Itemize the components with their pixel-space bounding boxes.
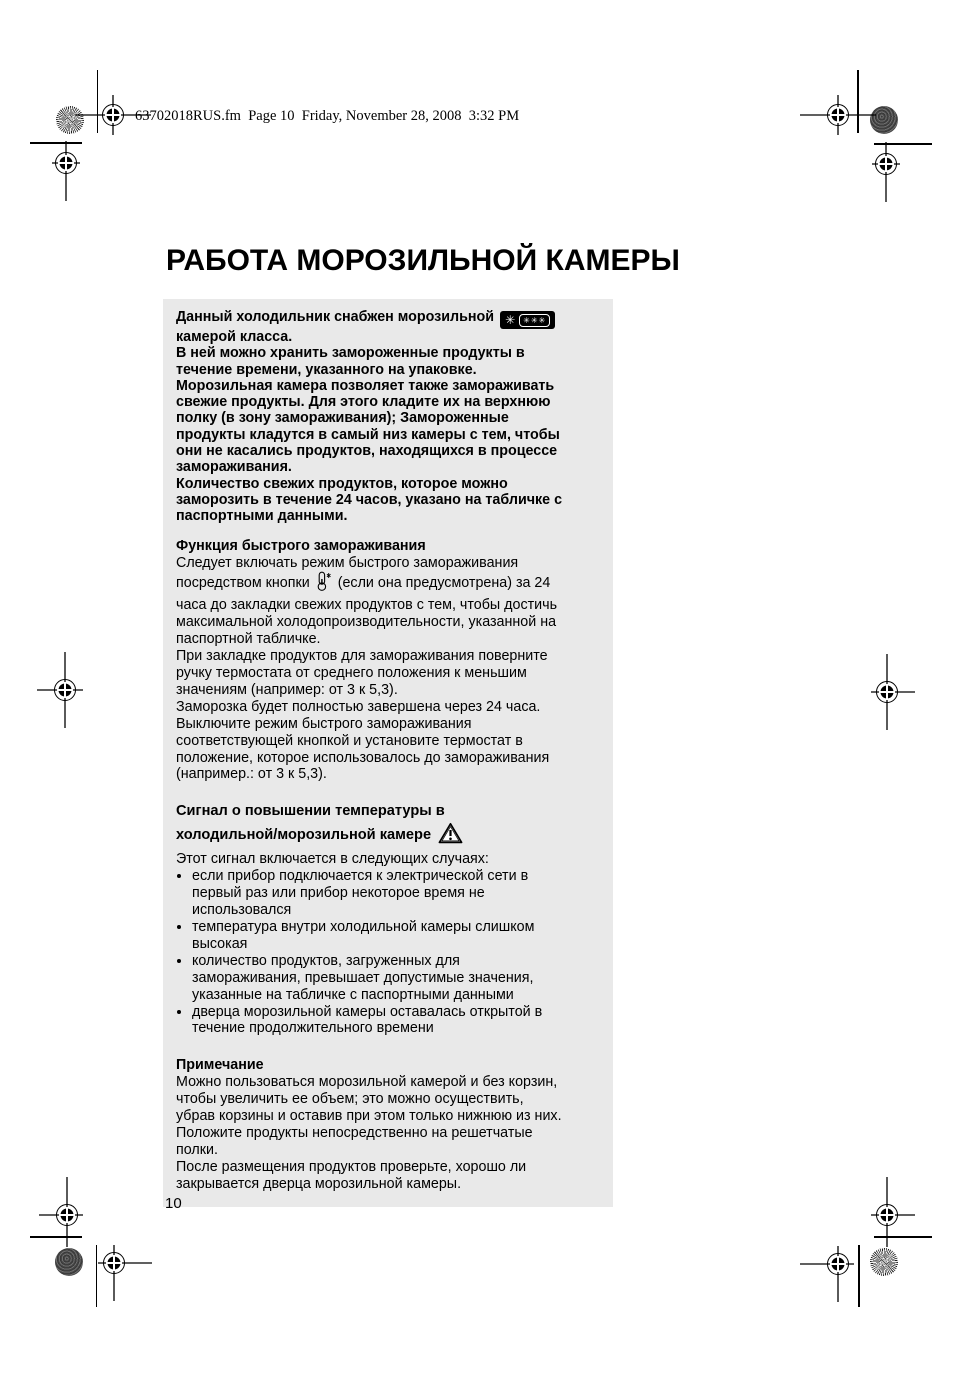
registration-mark-icon xyxy=(28,125,104,201)
alarm-intro: Этот сигнал включается в следующих случаях: xyxy=(176,851,489,868)
intro-text-before-icon: Данный холодильник снабжен морозильной xyxy=(176,309,495,325)
fast-freeze-paragraph: При закладке продуктов для замораживания поверните ручку термостата от среднего положения к меньшим значениям (например: от 3 к 5,3). xyxy=(176,648,548,698)
page-content xyxy=(163,244,680,1207)
file-info-text: 63702018RUS.fm Page 10 Friday, November 28, 2008 3:32 PM xyxy=(135,108,520,124)
alarm-heading-line1: Сигнал о повышении температуры в xyxy=(176,803,445,820)
note-paragraph: Положите продукты непосредственно на решетчатые полки. xyxy=(176,1125,533,1158)
fast-freeze-paragraph: Выключите режим быстрого замораживания соответствующей кнопкой и установите термостат в положение, которое использовалось до замораживания (например.: от 3 к 5,3). xyxy=(176,715,550,783)
freezer-class-4-star-icon xyxy=(500,311,555,329)
print-header xyxy=(135,108,519,125)
alarm-cases-list xyxy=(176,868,566,1037)
alarm-heading-line2: холодильной/морозильной камере xyxy=(176,827,432,844)
fast-freeze-text-after-icon: (если она предусмотрена) за 24 часа до закладки свежих продуктов с тем, чтобы достичь максимальной холодопроизводительности, указанной на паспортной табличке. xyxy=(176,575,558,648)
alarm-bullet-item: • дверца морозильной камеры оставалась открытой в течение продолжительного времени xyxy=(192,1004,566,1038)
note-paragraph: После размещения продуктов проверьте, хорошо ли закрывается дверца морозильной камеры. xyxy=(176,1158,527,1192)
registration-mark-icon xyxy=(848,126,924,202)
fast-freeze-text-before-icon: Следует включать режим быстрого замораживания посредством кнопки xyxy=(176,554,519,592)
instruction-box xyxy=(163,299,613,1207)
registration-mark-icon xyxy=(76,1225,152,1301)
fast-freeze-paragraph: Заморозка будет полностью завершена через 24 часа. xyxy=(176,698,541,715)
page-title: РАБОТА МОРОЗИЛЬНОЙ КАМЕРЫ xyxy=(166,244,680,277)
fast-freeze-paragraph xyxy=(176,555,566,649)
registration-mark-icon xyxy=(849,654,925,730)
three-star-glyphs: ✳✳✳ xyxy=(519,314,550,327)
fast-freeze-button-icon xyxy=(316,571,332,597)
intro-text-after-icon: камерой класса. xyxy=(176,329,293,345)
intro-paragraph: Количество свежих продуктов, которое можно заморозить в течение 24 часов, указано на табличке с паспортными данными. xyxy=(176,475,563,525)
note-heading: Примечание xyxy=(176,1057,264,1074)
alarm-bullet-item: • температура внутри холодильной камеры слишком высокая xyxy=(192,919,566,953)
alarm-bullet-item: • количество продуктов, загруженных для замораживания, превышает допустимые значения, указанные на табличке с паспортными данными xyxy=(192,953,566,1004)
alarm-bullet-item: • если прибор подключается к электрической сети в первый раз или прибор некоторое время не использовался xyxy=(192,868,566,919)
note-paragraph: Можно пользоваться морозильной камерой и без корзин, чтобы увеличить ее объем; это можно осуществить, убрав корзины и оставив при этом только нижнюю из них. xyxy=(176,1074,562,1125)
intro-paragraph: В ней можно хранить замороженные продукты в течение времени, указанного на упаковке. xyxy=(176,345,525,378)
intro-paragraph: Морозильная камера позволяет также замораживать свежие продукты. Для этого кладите их на верхнюю полку (в зону замораживания); Замороженные продукты кладутся в самый низ камеры с тем, чтобы они не касались продуктов, находящихся в процессе замораживания. xyxy=(176,377,560,476)
registration-mark-icon xyxy=(800,1226,876,1302)
intro-paragraph xyxy=(176,309,566,345)
fast-freeze-heading: Функция быстрого замораживания xyxy=(176,537,426,554)
registration-mark-icon xyxy=(27,652,103,728)
temperature-alarm-heading xyxy=(176,800,566,851)
page-number: 10 xyxy=(165,1195,182,1212)
snowflake-glyph: ✳ xyxy=(505,313,516,327)
warning-triangle-icon xyxy=(438,822,463,851)
